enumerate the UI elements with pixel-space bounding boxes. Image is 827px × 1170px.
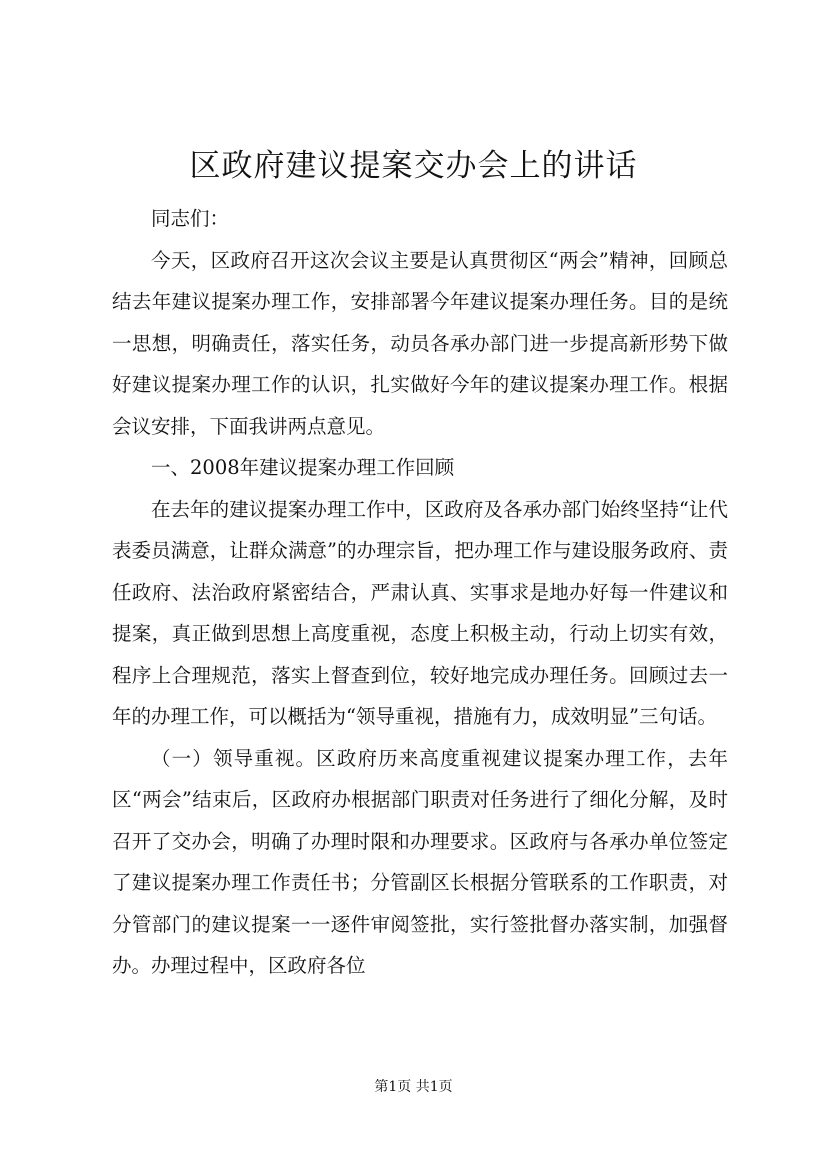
greeting-paragraph: 同志们： [151,207,230,230]
intro-paragraph: 今天，区政府召开这次会议主要是认真贯彻区“两会”精神，回顾总结去年建议提案办理工作，安排部署今年建议提案办理任务。目的是统一思想，明确责任，落实任务，动员各承办部门进一步提高新形势下做好建议提案办理工作的认识，扎实做好今年的建议提案办理工作。根据会议安排，下面我讲两点意见。 [112,248,728,438]
section-heading: 一、2008年建议提案办理工作回顾 [151,456,455,479]
page-footer [0,1078,827,1096]
document-title: 区政府建议提案交办会上的讲话 [189,148,638,184]
leadership-paragraph: （一）领导重视。区政府历来高度重视建议提案办理工作，去年区“两会”结束后，区政府办根据部门职责对任务进行了细化分解，及时召开了交办会，明确了办理时限和办理要求。区政府与各承办单位签定了建议提案办理工作责任书；分管副区长根据分管联系的工作职责，对分管部门的建议提案一一逐件审阅签批，实行签批督办落实制，加强督办。办理过程中，区政府各位 [112,746,728,977]
document-body [112,198,728,987]
page-number: 第1页 共1页 [374,1079,453,1095]
review-paragraph: 在去年的建议提案办理工作中，区政府及各承办部门始终坚持“让代表委员满意，让群众满意”的办理宗旨，把办理工作与建设服务政府、责任政府、法治政府紧密结合，严肃认真、实事求是地办好每一件建议和提案，真正做到思想上高度重视，态度上积极主动，行动上切实有效，程序上合理规范，落实上督查到位，较好地完成办理任务。回顾过去一年的办理工作，可以概括为“领导重视，措施有力，成效明显”三句话。 [112,497,728,728]
